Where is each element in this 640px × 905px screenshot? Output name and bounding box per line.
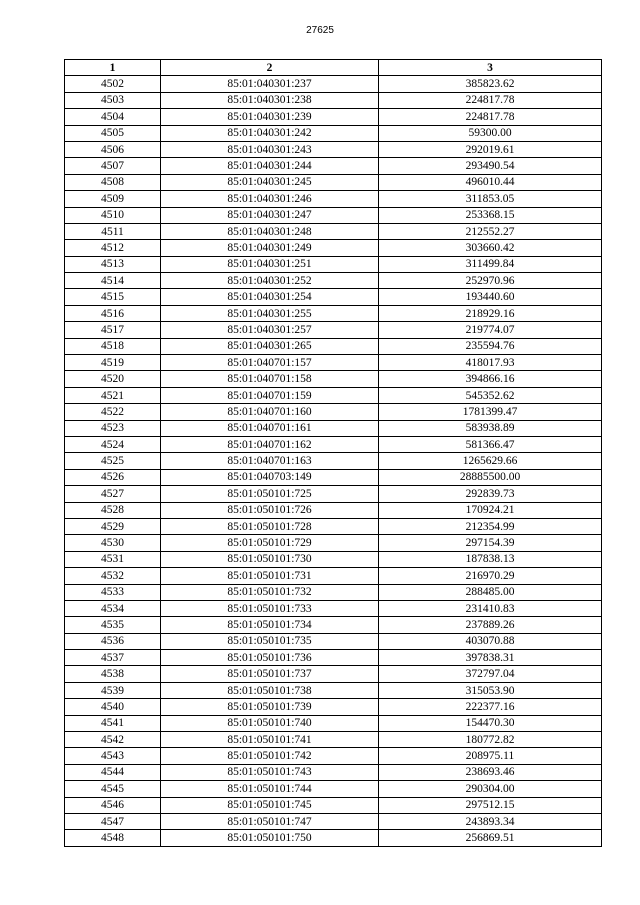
value-cell: 297512.15 bbox=[379, 797, 602, 813]
row-number-cell: 4525 bbox=[65, 453, 161, 469]
value-cell: 418017.93 bbox=[379, 355, 602, 371]
cadastral-number-cell: 85:01:040701:163 bbox=[161, 453, 379, 469]
value-cell: 170924.21 bbox=[379, 502, 602, 518]
value-cell: 154470.30 bbox=[379, 715, 602, 731]
row-number-cell: 4508 bbox=[65, 174, 161, 190]
value-cell: 28885500.00 bbox=[379, 469, 602, 485]
cadastral-number-cell: 85:01:050101:747 bbox=[161, 813, 379, 829]
row-number-cell: 4526 bbox=[65, 469, 161, 485]
row-number-cell: 4546 bbox=[65, 797, 161, 813]
cadastral-number-cell: 85:01:040301:251 bbox=[161, 256, 379, 272]
table-row bbox=[65, 682, 602, 698]
value-cell: 496010.44 bbox=[379, 174, 602, 190]
value-cell: 59300.00 bbox=[379, 125, 602, 141]
row-number-cell: 4535 bbox=[65, 617, 161, 633]
row-number-cell: 4505 bbox=[65, 125, 161, 141]
table-row bbox=[65, 666, 602, 682]
value-cell: 581366.47 bbox=[379, 436, 602, 452]
value-cell: 235594.76 bbox=[379, 338, 602, 354]
cadastral-number-cell: 85:01:050101:743 bbox=[161, 764, 379, 780]
table-row bbox=[65, 600, 602, 616]
value-cell: 403070.88 bbox=[379, 633, 602, 649]
table-body bbox=[65, 76, 602, 846]
value-cell: 583938.89 bbox=[379, 420, 602, 436]
row-number-cell: 4548 bbox=[65, 830, 161, 846]
column-header-1: 1 bbox=[65, 60, 161, 76]
cadastral-number-cell: 85:01:040701:159 bbox=[161, 387, 379, 403]
row-number-cell: 4527 bbox=[65, 486, 161, 502]
cadastral-number-cell: 85:01:040301:246 bbox=[161, 191, 379, 207]
value-cell: 394866.16 bbox=[379, 371, 602, 387]
table-row bbox=[65, 322, 602, 338]
table-row bbox=[65, 125, 602, 141]
table-row bbox=[65, 732, 602, 748]
row-number-cell: 4540 bbox=[65, 699, 161, 715]
cadastral-number-cell: 85:01:050101:736 bbox=[161, 650, 379, 666]
value-cell: 297154.39 bbox=[379, 535, 602, 551]
cadastral-number-cell: 85:01:050101:740 bbox=[161, 715, 379, 731]
value-cell: 237889.26 bbox=[379, 617, 602, 633]
cadastral-number-cell: 85:01:050101:729 bbox=[161, 535, 379, 551]
row-number-cell: 4518 bbox=[65, 338, 161, 354]
table-row bbox=[65, 355, 602, 371]
cadastral-number-cell: 85:01:040301:243 bbox=[161, 141, 379, 157]
table-row bbox=[65, 273, 602, 289]
table-row bbox=[65, 650, 602, 666]
row-number-cell: 4504 bbox=[65, 109, 161, 125]
table-row bbox=[65, 223, 602, 239]
value-cell: 243893.34 bbox=[379, 813, 602, 829]
row-number-cell: 4520 bbox=[65, 371, 161, 387]
row-number-cell: 4545 bbox=[65, 781, 161, 797]
table-row bbox=[65, 502, 602, 518]
cadastral-number-cell: 85:01:040301:255 bbox=[161, 305, 379, 321]
value-cell: 212552.27 bbox=[379, 223, 602, 239]
row-number-cell: 4536 bbox=[65, 633, 161, 649]
row-number-cell: 4539 bbox=[65, 682, 161, 698]
cadastral-number-cell: 85:01:040301:247 bbox=[161, 207, 379, 223]
table-row bbox=[65, 486, 602, 502]
cadastral-number-cell: 85:01:050101:726 bbox=[161, 502, 379, 518]
cadastral-number-cell: 85:01:040701:158 bbox=[161, 371, 379, 387]
table-row bbox=[65, 518, 602, 534]
row-number-cell: 4531 bbox=[65, 551, 161, 567]
cadastral-number-cell: 85:01:050101:742 bbox=[161, 748, 379, 764]
cadastral-number-cell: 85:01:050101:744 bbox=[161, 781, 379, 797]
cadastral-number-cell: 85:01:050101:725 bbox=[161, 486, 379, 502]
cadastral-number-cell: 85:01:050101:730 bbox=[161, 551, 379, 567]
table-row bbox=[65, 715, 602, 731]
cadastral-number-cell: 85:01:040301:239 bbox=[161, 109, 379, 125]
table-row bbox=[65, 240, 602, 256]
row-number-cell: 4538 bbox=[65, 666, 161, 682]
cadastral-number-cell: 85:01:040301:242 bbox=[161, 125, 379, 141]
row-number-cell: 4517 bbox=[65, 322, 161, 338]
row-number-cell: 4543 bbox=[65, 748, 161, 764]
cadastral-number-cell: 85:01:040301:249 bbox=[161, 240, 379, 256]
table-row bbox=[65, 436, 602, 452]
value-cell: 256869.51 bbox=[379, 830, 602, 846]
value-cell: 1265629.66 bbox=[379, 453, 602, 469]
value-cell: 216970.29 bbox=[379, 568, 602, 584]
row-number-cell: 4507 bbox=[65, 158, 161, 174]
table-row bbox=[65, 191, 602, 207]
row-number-cell: 4515 bbox=[65, 289, 161, 305]
cadastral-number-cell: 85:01:050101:737 bbox=[161, 666, 379, 682]
row-number-cell: 4519 bbox=[65, 355, 161, 371]
table-row bbox=[65, 584, 602, 600]
table-row bbox=[65, 338, 602, 354]
row-number-cell: 4511 bbox=[65, 223, 161, 239]
table-row bbox=[65, 289, 602, 305]
cadastral-number-cell: 85:01:050101:728 bbox=[161, 518, 379, 534]
value-cell: 293490.54 bbox=[379, 158, 602, 174]
row-number-cell: 4502 bbox=[65, 76, 161, 92]
cadastral-number-cell: 85:01:050101:741 bbox=[161, 732, 379, 748]
cadastral-number-cell: 85:01:040301:265 bbox=[161, 338, 379, 354]
value-cell: 253368.15 bbox=[379, 207, 602, 223]
cadastral-number-cell: 85:01:040301:237 bbox=[161, 76, 379, 92]
table-row bbox=[65, 420, 602, 436]
value-cell: 311853.05 bbox=[379, 191, 602, 207]
value-cell: 208975.11 bbox=[379, 748, 602, 764]
cadastral-number-cell: 85:01:040301:252 bbox=[161, 273, 379, 289]
table-row bbox=[65, 305, 602, 321]
value-cell: 219774.07 bbox=[379, 322, 602, 338]
page-number: 27625 bbox=[306, 25, 334, 36]
table-row bbox=[65, 387, 602, 403]
row-number-cell: 4513 bbox=[65, 256, 161, 272]
value-cell: 193440.60 bbox=[379, 289, 602, 305]
table-row bbox=[65, 256, 602, 272]
row-number-cell: 4522 bbox=[65, 404, 161, 420]
value-cell: 212354.99 bbox=[379, 518, 602, 534]
row-number-cell: 4533 bbox=[65, 584, 161, 600]
table-row bbox=[65, 797, 602, 813]
row-number-cell: 4524 bbox=[65, 436, 161, 452]
cadastral-number-cell: 85:01:040703:149 bbox=[161, 469, 379, 485]
value-cell: 288485.00 bbox=[379, 584, 602, 600]
row-number-cell: 4537 bbox=[65, 650, 161, 666]
value-cell: 292839.73 bbox=[379, 486, 602, 502]
cadastral-number-cell: 85:01:040301:254 bbox=[161, 289, 379, 305]
row-number-cell: 4506 bbox=[65, 141, 161, 157]
table-row bbox=[65, 174, 602, 190]
cadastral-number-cell: 85:01:050101:734 bbox=[161, 617, 379, 633]
cadastral-value-table bbox=[64, 59, 602, 847]
row-number-cell: 4510 bbox=[65, 207, 161, 223]
column-header-2: 2 bbox=[161, 60, 379, 76]
cadastral-number-cell: 85:01:040701:162 bbox=[161, 436, 379, 452]
cadastral-number-cell: 85:01:050101:739 bbox=[161, 699, 379, 715]
row-number-cell: 4516 bbox=[65, 305, 161, 321]
cadastral-number-cell: 85:01:050101:738 bbox=[161, 682, 379, 698]
row-number-cell: 4534 bbox=[65, 600, 161, 616]
table-header-row bbox=[65, 60, 602, 76]
row-number-cell: 4544 bbox=[65, 764, 161, 780]
cadastral-number-cell: 85:01:040701:160 bbox=[161, 404, 379, 420]
cadastral-number-cell: 85:01:040301:238 bbox=[161, 92, 379, 108]
cadastral-number-cell: 85:01:050101:745 bbox=[161, 797, 379, 813]
table-row bbox=[65, 207, 602, 223]
row-number-cell: 4529 bbox=[65, 518, 161, 534]
value-cell: 385823.62 bbox=[379, 76, 602, 92]
cadastral-number-cell: 85:01:040301:257 bbox=[161, 322, 379, 338]
table-row bbox=[65, 453, 602, 469]
cadastral-number-cell: 85:01:050101:731 bbox=[161, 568, 379, 584]
row-number-cell: 4512 bbox=[65, 240, 161, 256]
table-row bbox=[65, 404, 602, 420]
value-cell: 224817.78 bbox=[379, 92, 602, 108]
table-row bbox=[65, 568, 602, 584]
row-number-cell: 4541 bbox=[65, 715, 161, 731]
cadastral-number-cell: 85:01:050101:732 bbox=[161, 584, 379, 600]
value-cell: 187838.13 bbox=[379, 551, 602, 567]
value-cell: 222377.16 bbox=[379, 699, 602, 715]
table-row bbox=[65, 141, 602, 157]
table-row bbox=[65, 92, 602, 108]
table-row bbox=[65, 699, 602, 715]
value-cell: 231410.83 bbox=[379, 600, 602, 616]
value-cell: 180772.82 bbox=[379, 732, 602, 748]
row-number-cell: 4523 bbox=[65, 420, 161, 436]
table-row bbox=[65, 748, 602, 764]
cadastral-number-cell: 85:01:040301:244 bbox=[161, 158, 379, 174]
column-header-3: 3 bbox=[379, 60, 602, 76]
value-cell: 545352.62 bbox=[379, 387, 602, 403]
value-cell: 303660.42 bbox=[379, 240, 602, 256]
cadastral-number-cell: 85:01:040701:157 bbox=[161, 355, 379, 371]
value-cell: 1781399.47 bbox=[379, 404, 602, 420]
value-cell: 372797.04 bbox=[379, 666, 602, 682]
row-number-cell: 4521 bbox=[65, 387, 161, 403]
value-cell: 238693.46 bbox=[379, 764, 602, 780]
value-cell: 292019.61 bbox=[379, 141, 602, 157]
cadastral-number-cell: 85:01:040701:161 bbox=[161, 420, 379, 436]
value-cell: 315053.90 bbox=[379, 682, 602, 698]
table-row bbox=[65, 764, 602, 780]
table-row bbox=[65, 469, 602, 485]
value-cell: 311499.84 bbox=[379, 256, 602, 272]
table-row bbox=[65, 158, 602, 174]
row-number-cell: 4532 bbox=[65, 568, 161, 584]
table-row bbox=[65, 535, 602, 551]
row-number-cell: 4514 bbox=[65, 273, 161, 289]
value-cell: 252970.96 bbox=[379, 273, 602, 289]
table-row bbox=[65, 781, 602, 797]
table-row bbox=[65, 617, 602, 633]
cadastral-number-cell: 85:01:040301:245 bbox=[161, 174, 379, 190]
table-row bbox=[65, 109, 602, 125]
value-cell: 397838.31 bbox=[379, 650, 602, 666]
row-number-cell: 4509 bbox=[65, 191, 161, 207]
row-number-cell: 4528 bbox=[65, 502, 161, 518]
table-row bbox=[65, 633, 602, 649]
table-row bbox=[65, 830, 602, 846]
value-cell: 290304.00 bbox=[379, 781, 602, 797]
value-cell: 224817.78 bbox=[379, 109, 602, 125]
cadastral-number-cell: 85:01:050101:733 bbox=[161, 600, 379, 616]
row-number-cell: 4542 bbox=[65, 732, 161, 748]
cadastral-number-cell: 85:01:040301:248 bbox=[161, 223, 379, 239]
table-row bbox=[65, 371, 602, 387]
value-cell: 218929.16 bbox=[379, 305, 602, 321]
row-number-cell: 4547 bbox=[65, 813, 161, 829]
cadastral-number-cell: 85:01:050101:735 bbox=[161, 633, 379, 649]
row-number-cell: 4530 bbox=[65, 535, 161, 551]
row-number-cell: 4503 bbox=[65, 92, 161, 108]
table-row bbox=[65, 813, 602, 829]
table-row bbox=[65, 76, 602, 92]
table-row bbox=[65, 551, 602, 567]
cadastral-number-cell: 85:01:050101:750 bbox=[161, 830, 379, 846]
